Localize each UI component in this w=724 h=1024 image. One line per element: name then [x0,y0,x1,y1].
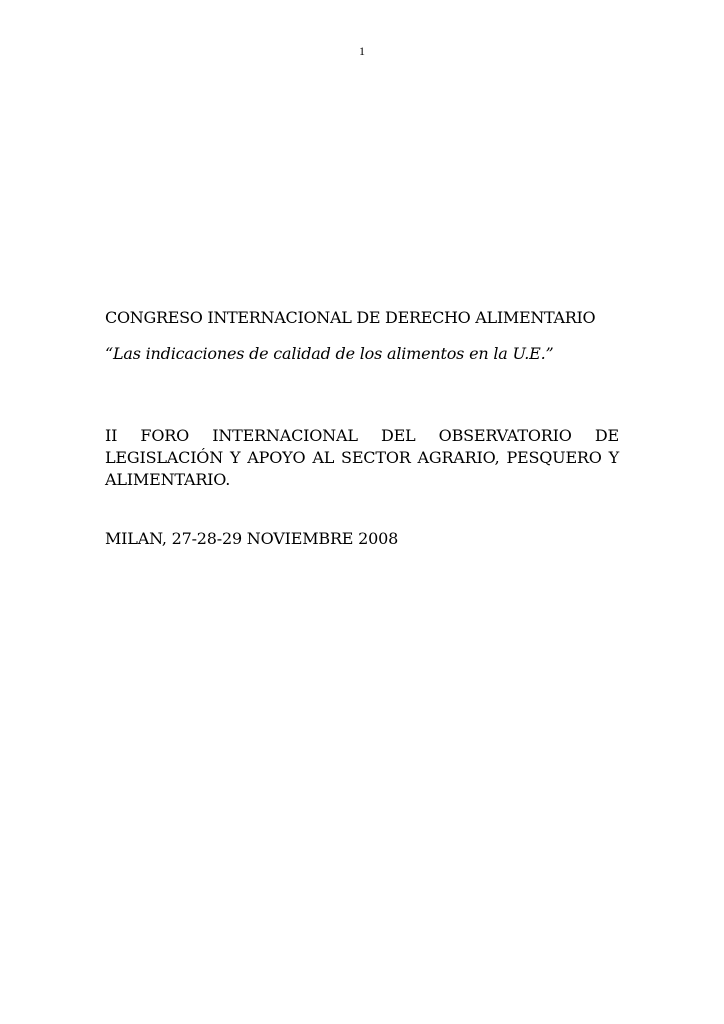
forum-title: II FORO INTERNACIONAL DEL OBSERVATORIO DE LEGISLACIÓN Y APOYO AL SECTOR AGRARIO, PESQUERO Y ALIMENTARIO. [105,426,619,489]
congress-title: CONGRESO INTERNACIONAL DE DERECHO ALIMENTARIO [105,308,596,327]
page-number: 1 [359,44,365,58]
congress-subtitle: “Las indicaciones de calidad de los alimentos en la U.E.” [105,344,554,363]
location-date: MILAN, 27-28-29 NOVIEMBRE 2008 [105,529,399,548]
